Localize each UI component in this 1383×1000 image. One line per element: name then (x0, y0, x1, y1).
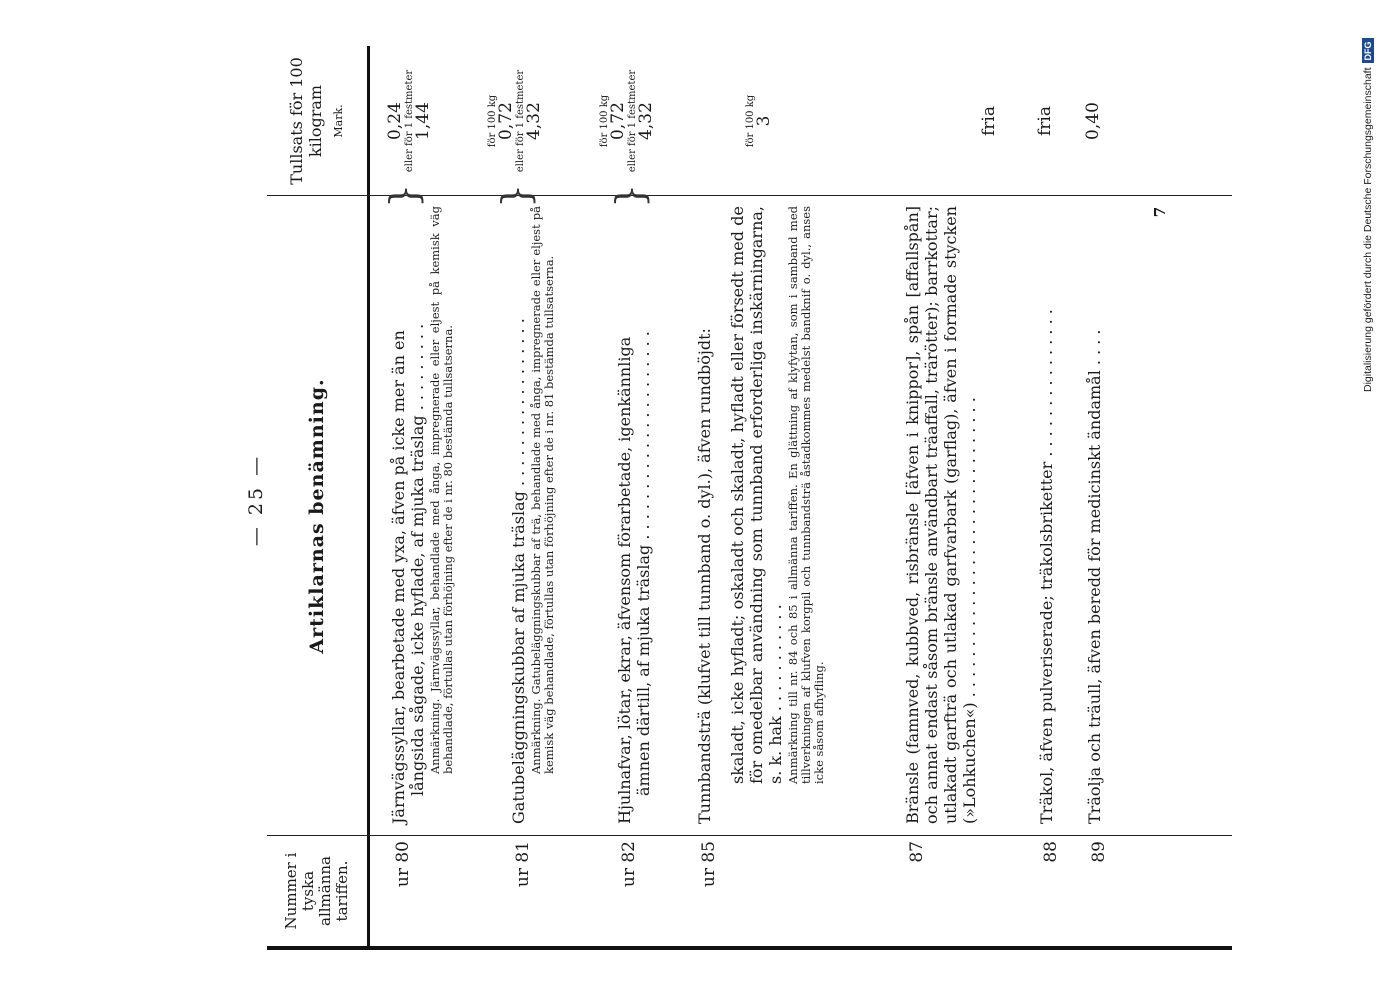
row-rate (745, 48, 773, 194)
brace: } (382, 183, 426, 208)
row-note: Anmärkning. Järnvägssyllar, behandlade med ånga, impregnerade eller eljest på kemisk väg behandlade, förtullas utan förhöjning efter de i nr. 80 bestämda tullsatserna. (428, 206, 455, 774)
row-description (615, 206, 653, 824)
rate-value-alt: 4,32 (524, 102, 544, 140)
brace: } (608, 183, 652, 208)
row-description (903, 206, 979, 824)
rate-prefix: för 100 kg (599, 94, 610, 148)
document-page (245, 50, 1383, 950)
rate-value: 3 (754, 115, 774, 127)
header-number: Nummer i tyska allmänna tariffen. (282, 852, 351, 930)
row-description (389, 206, 455, 824)
row-number: ur 85 (699, 841, 719, 888)
row-main-text: Träolja och träull, äfven beredd för medicinskt ändamål . . . . (1085, 329, 1104, 824)
rate-value: 0,24 (385, 102, 405, 140)
dfg-logo: DFG (1362, 38, 1374, 63)
row-description (1037, 206, 1056, 824)
row-main-text: Tunnbandsträ (klufvet till tunnband o. dyl.), äfven rundböjdt: (695, 328, 714, 824)
dfg-credit-text: Digitalisierung gefördert durch die Deutsche Forschungsgemeinschaft (1362, 67, 1374, 392)
row-number: 88 (1041, 841, 1061, 863)
row-number: ur 80 (393, 841, 413, 888)
dfg-credit (1362, 38, 1374, 392)
signature-mark: 7 (1151, 206, 1170, 218)
row-main-text: Hjulnafvar, lötar, ekrar, äfvensom förarbetade, igenkännliga (615, 336, 634, 824)
rate-prefix: för 100 kg (745, 94, 756, 148)
tariff-table (267, 46, 1232, 950)
row-main-text: Järnvägssyllar, bearbetade med yxa, äfven på icke mer än en (389, 330, 408, 824)
row-cont-text: ämnen därtill, af mjuka träslag . . . . . . . . . . . . . . . . . . . . . (634, 331, 653, 796)
page-number: — 25 — (245, 453, 267, 547)
row-cont-text: långsida sågade, icke hyflade, af mjuka träslag . . . . . . . . . (408, 323, 427, 796)
row-sub-text: skaladt, icke hyfladt; oskaladt och skaladt, hyfladt eller försedt med de för omedelbar användning som tunnband erforderliga inskärningarna, s. k. hak . . . . . . . . . . . (728, 206, 785, 784)
row-rate (487, 48, 543, 194)
rate-value: fria (979, 106, 999, 136)
rate-unit: eller för 1 festmeter (627, 69, 638, 173)
table-header (267, 46, 370, 946)
row-rate (387, 48, 432, 194)
row-main-text: Träkol, äfven pulveriserade; träkolsbriketter . . . . . . . . . . . . . . . (1037, 309, 1056, 824)
rate-value: 0,72 (608, 102, 628, 140)
rate-prefix: för 100 kg (487, 94, 498, 148)
row-description (695, 206, 826, 824)
row-rate (981, 48, 998, 194)
row-main-text: Bränsle (famnved, kubbved, risbränsle [äfven i knippor], spån [affallspån] och annat endast såsom bränsle användbart träaffall, trärötter); barrkottar; utlakadt garfträ och utlakad garfvarbark (garflag), äfven i formade stycken (»Lohkuchen«) . . . . . . . . . . . . . . . . . . . . . . . . . . . . . . (903, 206, 979, 824)
brace: } (494, 183, 538, 208)
row-main-text: Gatubeläggningskubbar af mjuka träslag . . . . . . . . . . . . . . . . . (509, 318, 528, 824)
row-note: Anmärkning till nr. 84 och 85 i allmänna tariffen. En glättning af klyfytan, som i samband med tillverkningen af klufven korgpil och tunnbandsträ åstadkommes medelst bandknif o. dyl., anses icke såsom afhyfling. (786, 206, 826, 784)
row-rate (599, 48, 655, 194)
header-name: Artiklarnas benämning. (306, 378, 328, 654)
rate-value: 0,72 (496, 102, 516, 140)
row-note: Anmärkning. Gatubeläggningskubbar af trä, behandlade med ånga, impregnerade eller eljest på kemisk väg behandlade, förtullas utan förhöjning efter de i nr. 81 bestämda tullsatserna. (529, 206, 556, 774)
rate-value-alt: 1,44 (413, 102, 433, 140)
rate-unit: eller för 1 festmeter (515, 69, 526, 173)
column-divider (267, 835, 1232, 836)
rate-value: 0,40 (1083, 102, 1103, 140)
row-rate (1085, 48, 1102, 194)
row-number: ur 81 (513, 841, 533, 888)
row-rate (1037, 48, 1054, 194)
header-rate (267, 46, 367, 196)
rate-value-alt: 4,32 (636, 102, 656, 140)
rate-unit: eller för 1 festmeter (404, 69, 415, 173)
row-description (509, 206, 556, 824)
rate-value: fria (1035, 106, 1055, 136)
row-number: ur 82 (619, 841, 639, 888)
header-rate-title: Tullsats för 100 kilogram (286, 57, 325, 185)
row-description (1085, 206, 1104, 824)
header-rate-unit: Mark. (331, 104, 345, 138)
row-number: 87 (907, 841, 927, 863)
row-number: 89 (1089, 841, 1109, 863)
